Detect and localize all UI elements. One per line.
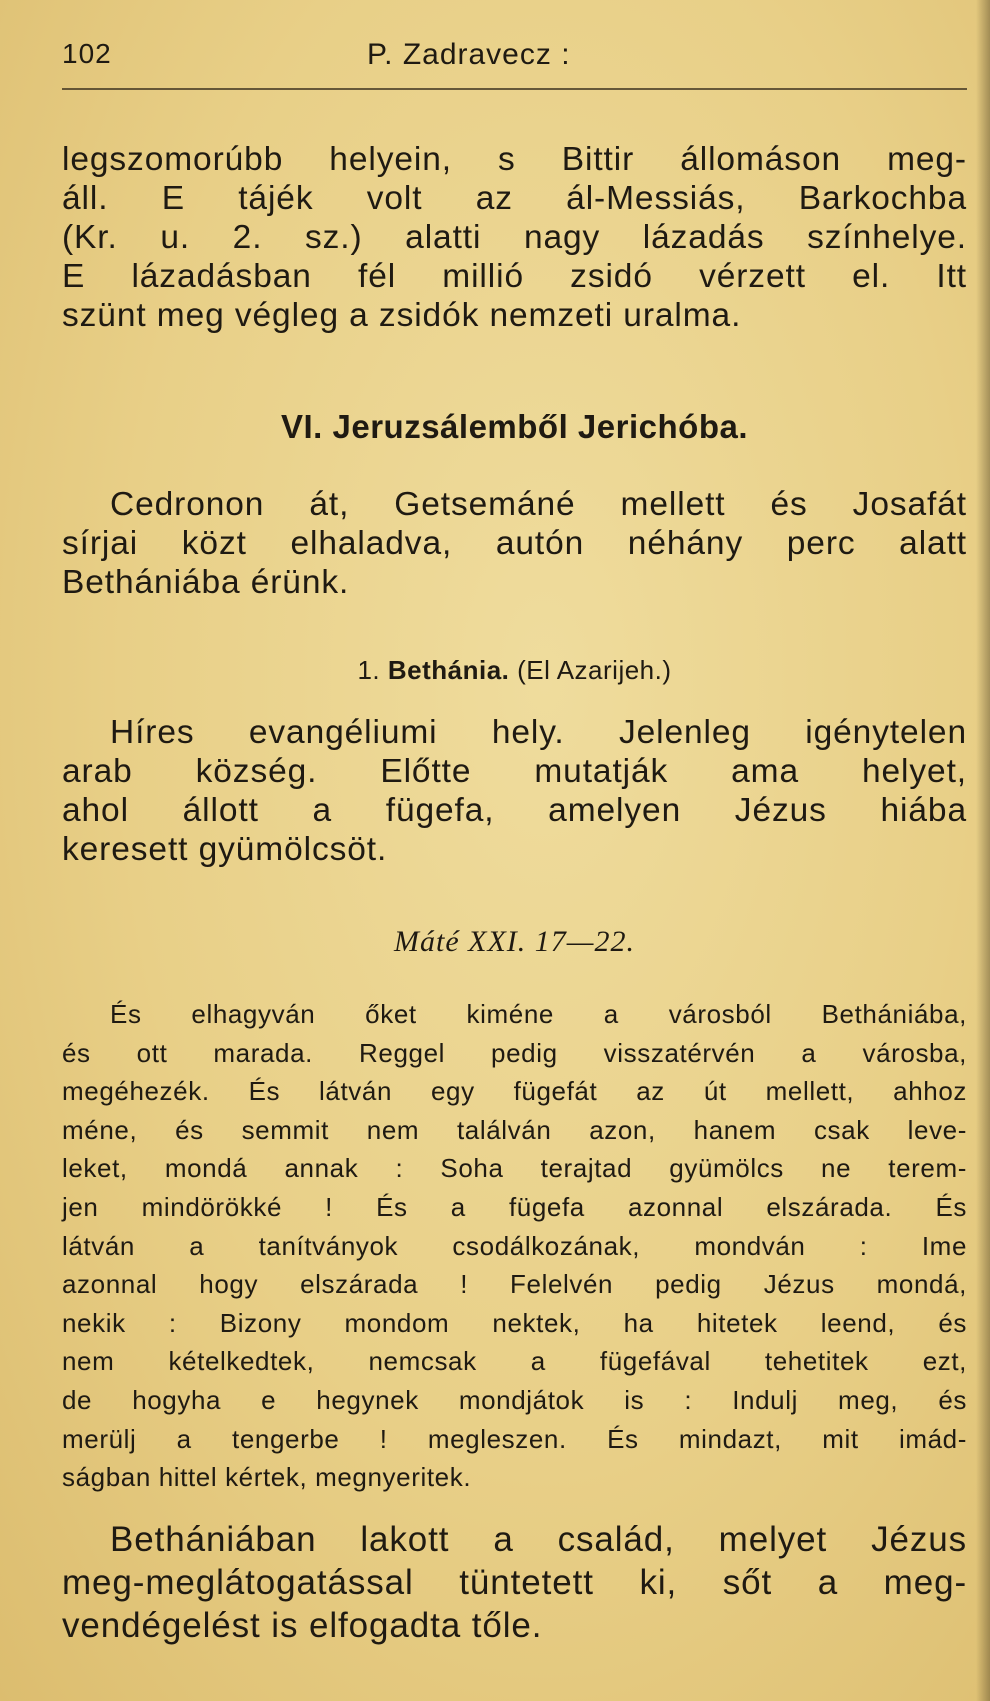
paragraph-bethania-text [62,713,967,869]
subsection-heading [62,655,967,686]
quote-line: azonnal hogy elszárada ! Felelvén pedig Jézus mondá, [62,1269,967,1300]
text-line: Híres evangéliumi hely. Jelenleg igénytelen [110,714,967,751]
quote-line: merülj a tengerbe ! megleszen. És mindazt, mit imád- [62,1423,967,1454]
text-line: keresett gyümölcsöt. [62,831,388,868]
page-header [62,34,962,84]
text-line: Cedronon át, Getsemáné mellett és Josafát [110,486,967,523]
paragraph-route-text [62,485,967,602]
quote-line: méne, és semmit nem találván azon, hanem csak leve- [62,1114,967,1145]
quote-line: nekik : Bizony mondom nektek, ha hitetek leend, és [62,1307,967,1338]
quote-line: de hogyha e hegynek mondjátok is : Indulj meg, és [62,1384,967,1415]
quote-line: És elhagyván őket kiméne a városból Bethániába, [110,999,967,1029]
paragraph-intro-text [62,140,967,335]
bible-quote [62,995,967,1497]
quote-line: jen mindörökké ! És a fügefa azonnal elszárada. És [62,1191,967,1222]
text-line: legszomorúbb helyein, s Bittir állomáson meg- [62,141,967,178]
page-edge-shadow [976,0,990,1701]
paragraph-route [62,485,967,602]
header-rule [62,88,967,90]
text-line: (Kr. u. 2. sz.) alatti nagy lázadás színhelye. [62,219,967,256]
text-line: Bethániában lakott a család, melyet Jézus [110,1520,967,1559]
text-line: Bethániába érünk. [62,564,350,601]
quote-line: ságban hittel kértek, megnyeritek. [62,1462,472,1493]
paragraph-intro [62,140,967,335]
text-line: szünt meg végleg a zsidók nemzeti uralma. [62,297,742,334]
text-line: sírjai közt elhaladva, autón néhány perc alatt [62,525,967,562]
bible-citation: Máté XXI. 17—22. [394,925,635,958]
paragraph-bethania [62,713,967,869]
paragraph-family-text [62,1518,967,1647]
text-line: arab község. Előtte mutatják ama helyet, [62,753,967,790]
paragraph-family [62,1518,967,1647]
section-heading: VI. Jeruzsálemből Jerichóba. [280,408,748,445]
quote-line: nem kételkedtek, nemcsak a fügefával tehetitek ezt, [62,1346,967,1377]
subsection-number: 1. [357,655,381,685]
quote-line: és ott marada. Reggel pedig visszatérvén a városba, [62,1037,967,1068]
subsection-alt-name: (El Azarijeh.) [517,655,672,685]
running-title: P. Zadravecz : [367,38,571,71]
subsection-title: Bethánia. [387,655,510,685]
quote-line: leket, mondá annak : Soha terajtad gyümölcs ne terem- [62,1153,967,1184]
text-line: E lázadásban fél millió zsidó vérzett el. Itt [62,258,967,295]
quote-line: megéhezék. És látván egy fügefát az út mellett, ahhoz [62,1076,967,1107]
text-line: áll. E tájék volt az ál-Messiás, Barkochba [62,180,967,217]
page-number: 102 [62,38,112,69]
quote-line: látván a tanítványok csodálkozának, mondván : Ime [62,1230,967,1261]
text-line: vendégelést is elfogadta tőle. [62,1606,543,1645]
text-line: ahol állott a fügefa, amelyen Jézus hiába [62,792,967,829]
text-line: meg-meglátogatással tüntetett ki, sőt a meg- [62,1563,967,1602]
